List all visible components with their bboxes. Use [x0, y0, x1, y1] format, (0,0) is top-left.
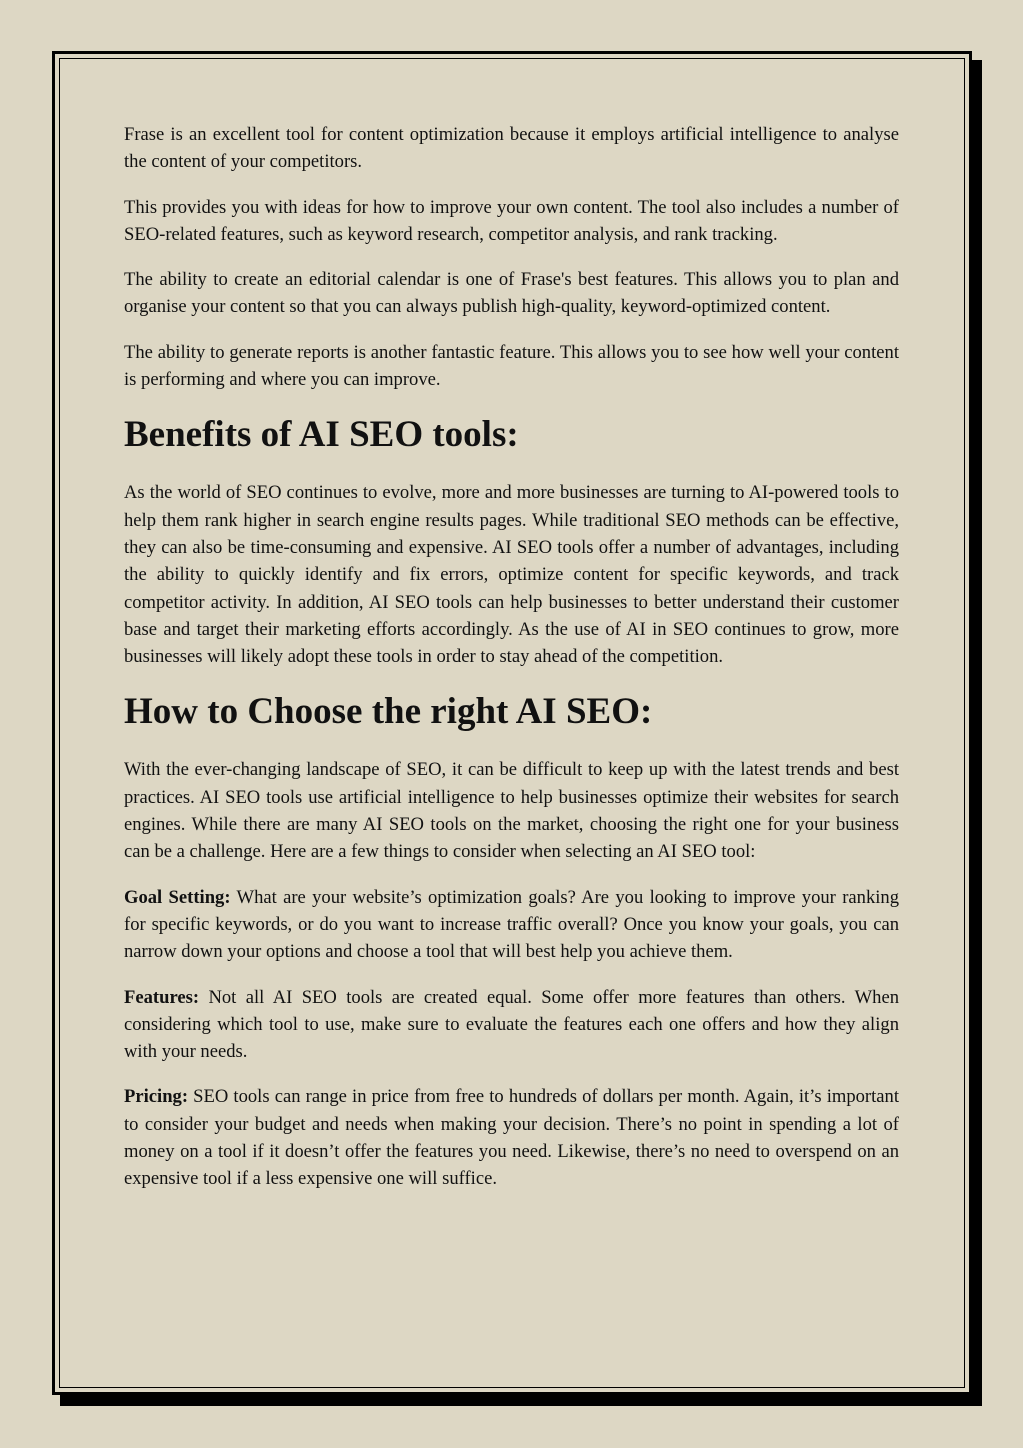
paragraph-intro-1: Frase is an excellent tool for content optimization because it employs artificial intelligence to analyse the content of your competitors. [124, 124, 899, 173]
item-pricing [124, 1083, 899, 1192]
item-goal-setting [124, 884, 899, 966]
item-features [124, 984, 899, 1066]
item-features-label: Features: [124, 986, 200, 1008]
paragraph-intro-3: The ability to create an editorial calendar is one of Frase's best features. This allows you to plan and organise your content so that you can always publish high-quality, keyword-optimized content. [124, 269, 899, 318]
item-pricing-text: SEO tools can range in price from free to hundreds of dollars per month. Again, it’s important to consider your budget and needs when making your decision. There’s no point in spending a lot of money on a tool if it doesn’t offer the features you need. Likewise, there’s no need to overspend on an expensive tool if a less expensive one will suffice. [124, 1086, 899, 1190]
heading-choose: How to Choose the right AI SEO: [124, 691, 653, 733]
item-goal-setting-label: Goal Setting: [124, 886, 231, 908]
paragraph-intro-4: The ability to generate reports is another fantastic feature. This allows you to see how well your content is performing and where you can improve. [124, 341, 899, 391]
item-features-text: Not all AI SEO tools are created equal. Some offer more features than others. When considering which tool to use, make sure to evaluate the features each one offers and how they align with your needs. [124, 986, 899, 1063]
heading-benefits: Benefits of AI SEO tools: [124, 414, 519, 456]
item-pricing-label: Pricing: [124, 1086, 189, 1108]
paragraph-choose: With the ever-changing landscape of SEO, it can be difficult to keep up with the latest trends and best practices. AI SEO tools use artificial intelligence to help businesses optimize their websites for search engines. While there are many AI SEO tools on the market, choosing the right one for your business can be a challenge. Here are a few things to consider when selecting an AI SEO tool: [124, 759, 899, 863]
paragraph-intro-2: This provides you with ideas for how to improve your own content. The tool also includes a number of SEO-related features, such as keyword research, competitor analysis, and rank tracking. [124, 196, 899, 245]
paragraph-benefits: As the world of SEO continues to evolve, more and more businesses are turning to AI-powered tools to help them rank higher in search engine results pages. While traditional SEO methods can be effective, they can also be time-consuming and expensive. AI SEO tools offer a number of advantages, including the ability to quickly identify and fix errors, optimize content for specific keywords, and track competitor activity. In addition, AI SEO tools can help businesses to better understand their customer base and target their marketing efforts accordingly. As the use of AI in SEO continues to grow, more businesses will likely adopt these tools in order to stay ahead of the competition. [124, 482, 899, 668]
item-goal-setting-text: What are your website’s optimization goals? Are you looking to improve your ranking for specific keywords, or do you want to increase traffic overall? Once you know your goals, you can narrow down your options and choose a tool that will best help you achieve them. [124, 886, 899, 963]
document-body [124, 121, 899, 1211]
